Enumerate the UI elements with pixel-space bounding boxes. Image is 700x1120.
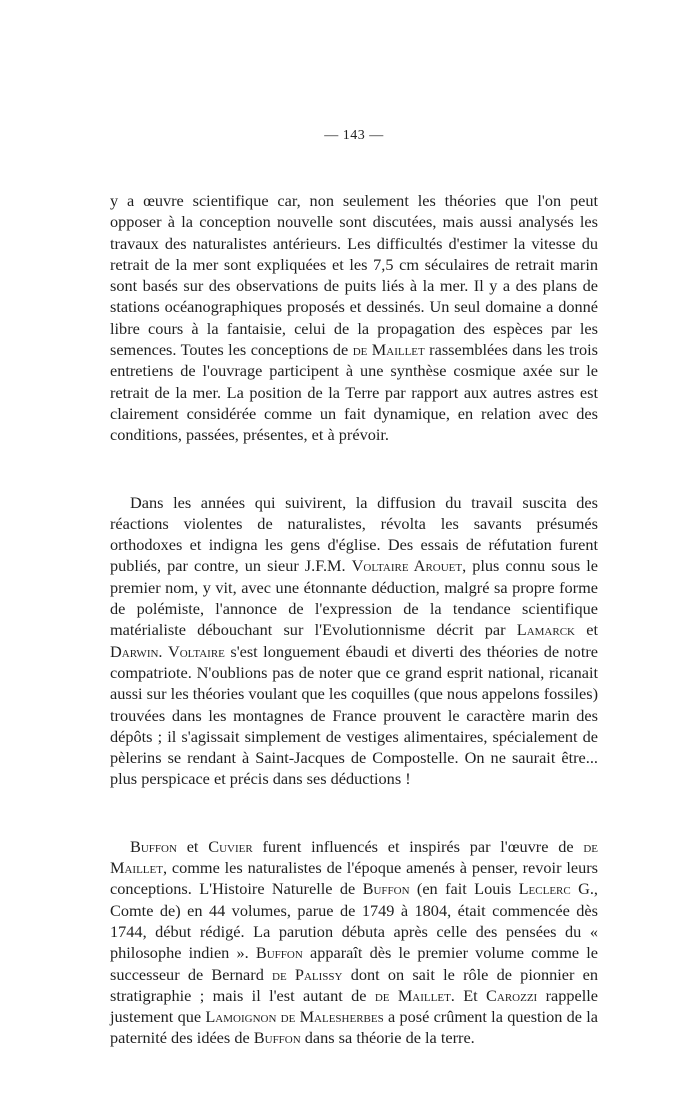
text-run: y a œuvre scientifique car, non seulement les théories que l'on peut opposer à la conception nouvelle sont discutées, mais aussi analysés les travaux des naturalistes antérieurs. Les difficultés d'estimer la vitesse du retrait de la mer sont expliquées et les 7,5 cm séculaires de retrait marin sont basés sur des observations de puits liés à la mer. Il y a des plans de stations océanographiques proposés et dessinés. Un seul domaine a donné libre cours à la fantaisie, celui de la propagation des espèces par les semences. Toutes les conceptions de — [110, 191, 598, 360]
text-run: s'est longuement ébaudi et diverti des théories de notre compatriote. N'oublions pas de noter que ce grand esprit national, ricanait aussi sur les théories voulant que les coquilles (que nous appelons fossiles) trouvées dans les montagnes de France prouvent le caractère marin des dépôts ; il s'agissait simplement de vestiges alimentaires, spécialement de pèlerins se rendant à Saint-Jacques de Compostelle. On ne saurait être... plus perspicace et précis dans ses déductions ! — [110, 641, 598, 789]
text-run: . Et — [450, 985, 487, 1005]
text-run: Dans les années qui suivirent, la diffusion du travail suscita des réactions violentes de naturalistes, révolta les savants présumés orthodoxes et indigna les gens d'église. Des essais de réfutation furent publiés, par contre, un sieur J.F.M. — [110, 492, 598, 576]
author-name: Buffon — [130, 836, 177, 856]
text-run: apparaît dès le premier volume comme le successeur de Bernard — [110, 943, 598, 984]
author-name: Buffon — [253, 1028, 301, 1048]
text-run: rappelle justement que — [110, 985, 598, 1027]
text-run: rassemblées dans les trois entretiens de l'ouvrage participent à une synthèse cosmique axée sur le retrait de la mer. La position de la Terre par rapport aux autres astres est clairement considérée comme un fait dynamique, en relation avec des conditions, passées, présentes, et à prévoir. — [110, 340, 598, 445]
text-run: dans sa théorie de la terre. — [300, 1028, 475, 1048]
text-run: a posé crûment la question de la paternité des idées de — [110, 1007, 599, 1048]
text-run: , comme les naturalistes de l'époque amenés à penser, revoir leurs conceptions. L'Histoire Naturelle de — [110, 858, 598, 899]
text-run: dont on sait le rôle de pionnier en stratigraphie ; mais il l'est autant de — [110, 964, 599, 1005]
paragraph-1 — [110, 190, 598, 446]
text-run: . — [158, 641, 168, 661]
text-run: furent influencés et inspirés par l'œuvre de — [252, 836, 584, 856]
author-name: de Maillet — [374, 985, 451, 1005]
document-page — [110, 128, 598, 1049]
page-number: — 143 — — [324, 128, 384, 143]
paragraph-2 — [110, 492, 598, 790]
author-name: Carozzi — [486, 985, 538, 1005]
text-run: G., Comte de) en 44 volumes, parue de 1749 à 1804, était commencée dès 1744, début rédigé. La parution débuta après celle des pensées du « philosophe indien ». — [110, 879, 598, 963]
author-name: Voltaire Arouet — [351, 556, 463, 576]
author-name: Leclerc — [518, 879, 571, 899]
author-name: Buffon — [362, 879, 410, 899]
author-name: de Maillet — [352, 340, 425, 360]
text-run: et — [176, 836, 209, 856]
paragraph-3 — [110, 836, 598, 1049]
author-name: Cuvier — [208, 836, 253, 856]
text-run: et — [575, 620, 598, 640]
text-run: (en fait Louis — [409, 879, 519, 899]
author-name: de Palissy — [272, 964, 343, 984]
author-name: Darwin — [110, 641, 159, 661]
author-name: Buffon — [255, 943, 303, 963]
author-name: Lamoignon de Malesherbes — [205, 1007, 384, 1027]
author-name: Voltaire — [167, 641, 225, 661]
author-name: Lamarck — [516, 620, 575, 640]
text-run: , plus connu sous le premier nom, y vit, avec une étonnante déduction, malgré sa propre forme de polémiste, l'annonce de l'expression de la tendance scientifique matérialiste débouchant sur l'Evolutionnisme décrit par — [110, 556, 598, 640]
author-name: de Maillet — [110, 836, 599, 878]
